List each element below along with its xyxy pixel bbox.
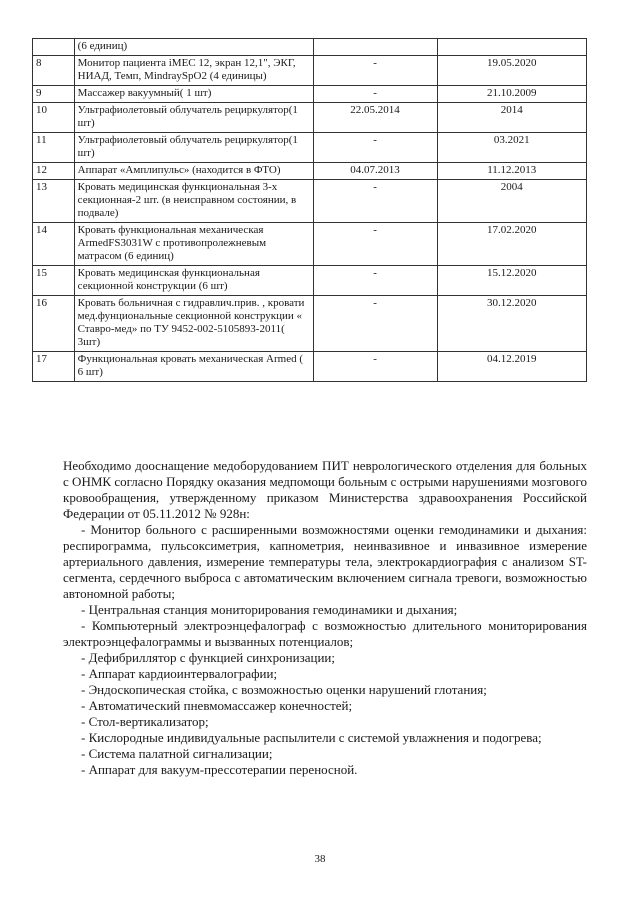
date-commissioned: - <box>313 86 437 103</box>
list-item: - Дефибриллятор с функцией синхронизации; <box>81 650 335 665</box>
table-row <box>33 296 587 352</box>
page-number: 38 <box>314 853 326 865</box>
equipment-table <box>32 38 587 382</box>
table-row <box>33 223 587 266</box>
date-manufactured: 19.05.2020 <box>437 56 586 86</box>
date-manufactured: 11.12.2013 <box>437 163 586 180</box>
date-commissioned: - <box>313 266 437 296</box>
table-row <box>33 103 587 133</box>
date-commissioned: - <box>313 180 437 223</box>
row-number: 14 <box>33 223 75 266</box>
equipment-name: Кровать больничная с гидравлич.прив. , кровати мед.фунциональные секционной конструкции « Ставро-мед» по ТУ 9452-002-5105893-2011( 3шт) <box>74 296 313 352</box>
table-row <box>33 133 587 163</box>
body-text <box>63 458 587 778</box>
date-commissioned: - <box>313 296 437 352</box>
list-item: - Монитор больного с расширенными возможностями оценки гемодинамики и дыхания: респирограмма, пульсоксиметрия, капнометрия, неинвазивное и инвазивное измерение артериального давления, измерение температуры тела, электрокардиография с анализом ST-сегмента, сердечного выброса с автоматическим включением сигнала тревоги, возможностью автономной работы; <box>63 522 587 601</box>
date-commissioned <box>313 39 437 56</box>
date-manufactured: 15.12.2020 <box>437 266 586 296</box>
table-row <box>33 86 587 103</box>
date-manufactured: 03.2021 <box>437 133 586 163</box>
table-row <box>33 39 587 56</box>
equipment-name: Аппарат «Амплипульс» (находится в ФТО) <box>74 163 313 180</box>
equipment-name: Кровать медицинская функциональная секционной конструкции (6 шт) <box>74 266 313 296</box>
date-manufactured: 21.10.2009 <box>437 86 586 103</box>
list-item: - Эндоскопическая стойка, с возможностью оценки нарушений глотания; <box>81 682 487 697</box>
date-manufactured: 04.12.2019 <box>437 352 586 382</box>
table-row <box>33 163 587 180</box>
row-number: 15 <box>33 266 75 296</box>
date-commissioned: 22.05.2014 <box>313 103 437 133</box>
list-item: - Кислородные индивидуальные распылители с системой увлажнения и подогрева; <box>81 730 542 745</box>
equipment-name: Функциональная кровать механическая Armed ( 6 шт) <box>74 352 313 382</box>
list-item: - Аппарат для вакуум-прессотерапии переносной. <box>81 762 358 777</box>
date-manufactured <box>437 39 586 56</box>
date-commissioned: - <box>313 352 437 382</box>
row-number: 10 <box>33 103 75 133</box>
row-number: 12 <box>33 163 75 180</box>
list-item: - Компьютерный электроэнцефалограф с возможностью длительного мониторирования электроэнцефалограммы и вызванных потенциалов; <box>63 618 587 649</box>
date-commissioned: - <box>313 223 437 266</box>
intro-paragraph: Необходимо дооснащение медоборудованием ПИТ неврологического отделения для больных с ОНМК согласно Порядку оказания медпомощи больным с острыми нарушениями мозгового кровообращения, утвержденному приказом Министерства здравоохранения Российской Федерации от 05.11.2012 № 928н: <box>63 458 587 521</box>
list-item: - Автоматический пневмомассажер конечностей; <box>81 698 353 713</box>
equipment-table-body <box>33 39 587 382</box>
table-row <box>33 56 587 86</box>
list-item: - Стол-вертикализатор; <box>81 714 209 729</box>
row-number: 16 <box>33 296 75 352</box>
list-item: - Аппарат кардиоинтервалографии; <box>81 666 278 681</box>
row-number: 9 <box>33 86 75 103</box>
date-manufactured: 17.02.2020 <box>437 223 586 266</box>
date-commissioned: 04.07.2013 <box>313 163 437 180</box>
date-manufactured: 2014 <box>437 103 586 133</box>
date-commissioned: - <box>313 133 437 163</box>
date-manufactured: 2004 <box>437 180 586 223</box>
table-row <box>33 266 587 296</box>
row-number: 8 <box>33 56 75 86</box>
equipment-name: Ультрафиолетовый облучатель рециркулятор(1 шт) <box>74 133 313 163</box>
table-row <box>33 352 587 382</box>
row-number: 13 <box>33 180 75 223</box>
equipment-name: Массажер вакуумный( 1 шт) <box>74 86 313 103</box>
table-row <box>33 180 587 223</box>
equipment-name: Кровать медицинская функциональная 3-х секционная-2 шт. (в неисправном состоянии, в подвале) <box>74 180 313 223</box>
date-commissioned: - <box>313 56 437 86</box>
list-item: - Центральная станция мониторирования гемодинамики и дыхания; <box>81 602 458 617</box>
equipment-name: Монитор пациента iMEC 12, экран 12,1", ЭКГ, НИАД, Темп, MindraySpO2 (4 единицы) <box>74 56 313 86</box>
equipment-name: Ультрафиолетовый облучатель рециркулятор(1 шт) <box>74 103 313 133</box>
list-item: - Система палатной сигнализации; <box>81 746 273 761</box>
date-manufactured: 30.12.2020 <box>437 296 586 352</box>
row-number: 17 <box>33 352 75 382</box>
row-number <box>33 39 75 56</box>
equipment-name: (6 единиц) <box>74 39 313 56</box>
equipment-name: Кровать функциональная механическая ArmedFS3031W с противопролежневым матрасом (6 единиц) <box>74 223 313 266</box>
row-number: 11 <box>33 133 75 163</box>
